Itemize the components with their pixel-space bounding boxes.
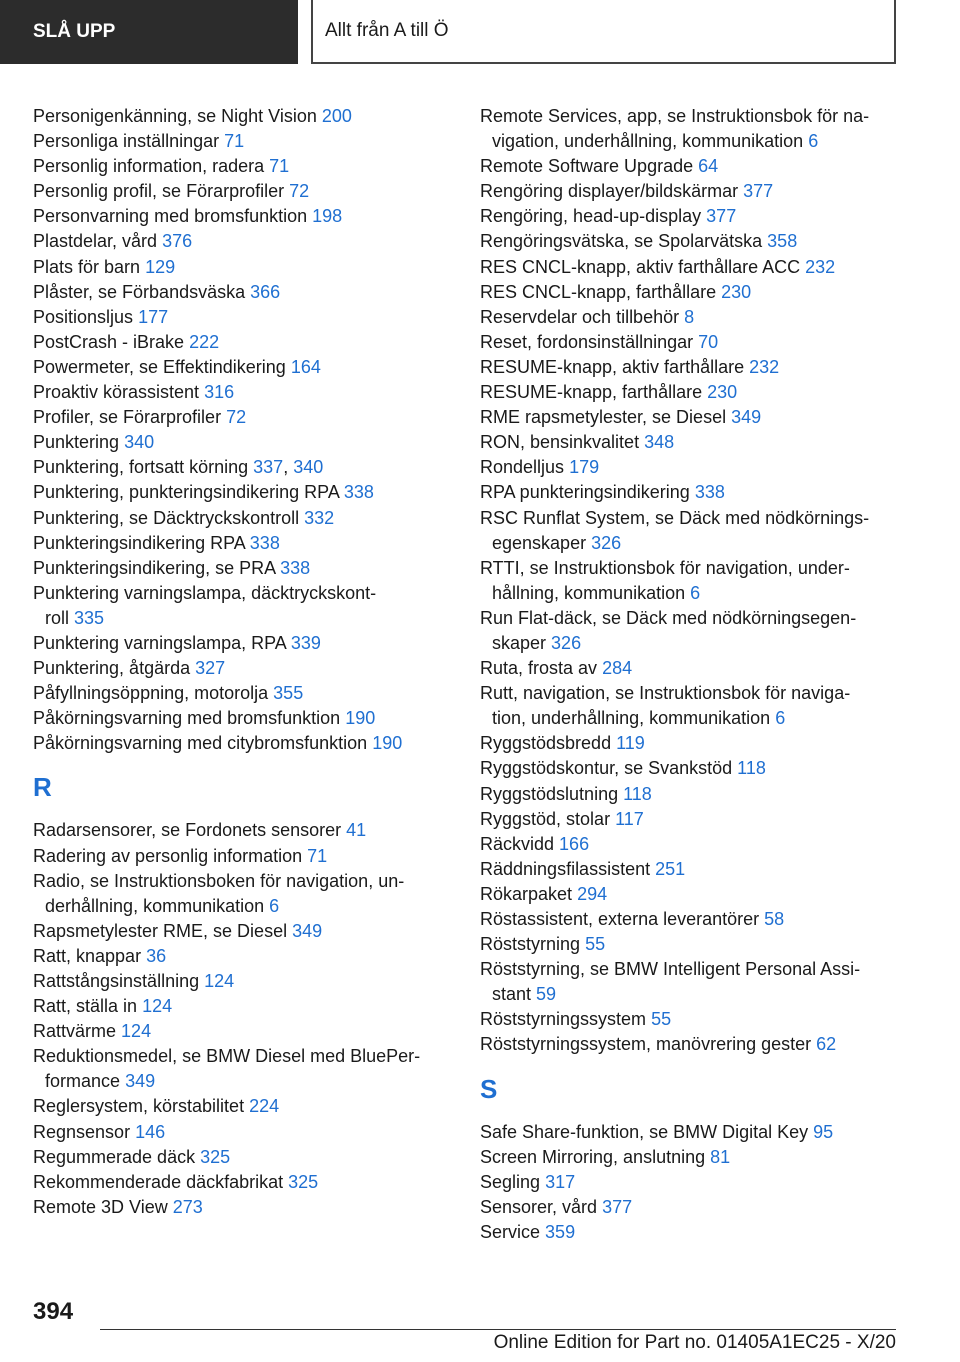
index-entry-text: Ryggstöd, stolar xyxy=(480,808,611,829)
page-reference-link[interactable]: 81 xyxy=(710,1146,731,1167)
index-entry-text: RTTI, se Instruktionsbok för navigation, under- xyxy=(480,557,850,578)
index-entry-text-continued: tion, underhållning, kommunikation xyxy=(492,708,771,729)
index-entry xyxy=(33,380,453,405)
page-reference-link[interactable]: 338 xyxy=(249,532,280,553)
index-entry xyxy=(480,1220,920,1245)
index-entry xyxy=(480,405,920,430)
index-entry-text-continued: egenskaper xyxy=(492,532,587,553)
index-entry xyxy=(33,204,453,229)
index-entry xyxy=(480,1170,920,1195)
index-entry xyxy=(480,179,920,204)
page-reference-link[interactable]: 124 xyxy=(142,996,173,1017)
index-entry-text: Ruta, frosta av xyxy=(480,658,598,679)
section-tab-sla-upp[interactable] xyxy=(0,0,298,64)
page-reference-link[interactable]: 64 xyxy=(698,156,719,177)
index-entry xyxy=(33,581,453,631)
index-entry xyxy=(33,305,453,330)
page-reference-link[interactable]: 359 xyxy=(545,1221,576,1242)
index-entry xyxy=(480,154,920,179)
page-reference-link[interactable]: 338 xyxy=(280,557,311,578)
index-entry-text: Rengöring displayer/bildskärmar xyxy=(480,181,739,202)
index-entry-text: Punktering, åtgärda xyxy=(33,658,191,679)
index-entry xyxy=(480,731,920,756)
index-entry xyxy=(480,957,920,1007)
index-entry-text: Påkörningsvarning med bromsfunktion xyxy=(33,708,341,729)
index-entry xyxy=(480,656,920,681)
page-reference-link[interactable]: 316 xyxy=(204,382,235,403)
page-reference-link[interactable]: 6 xyxy=(690,582,701,603)
page-reference-link[interactable]: 72 xyxy=(226,407,247,428)
index-entry-text: Rekommenderade däckfabrikat xyxy=(33,1171,284,1192)
index-entry-text: Powermeter, se Effektindikering xyxy=(33,356,286,377)
page-reference-link[interactable]: 55 xyxy=(585,934,606,955)
page-reference-link[interactable]: 377 xyxy=(706,206,737,227)
page-reference-link[interactable]: 166 xyxy=(559,833,590,854)
index-entry-text: Regnsensor xyxy=(33,1121,131,1142)
index-entry-text: RESUME-knapp, farthållare xyxy=(480,382,703,403)
index-entry-text: Rapsmetylester RME, se Diesel xyxy=(33,920,288,941)
page-reference-link[interactable]: 190 xyxy=(345,708,376,729)
index-entry-text: Punktering varningslampa, däcktryckskont- xyxy=(33,582,377,603)
page-reference-link[interactable]: 377 xyxy=(602,1196,633,1217)
index-entry xyxy=(33,1019,453,1044)
page-reference-link[interactable]: 232 xyxy=(749,356,780,377)
page-reference-link[interactable]: 118 xyxy=(737,758,766,779)
index-entry-text: Reservdelar och tillbehör xyxy=(480,306,680,327)
index-entry xyxy=(480,305,920,330)
index-entry xyxy=(33,430,453,455)
index-letter-heading: S xyxy=(480,1073,498,1104)
page-reference-link[interactable]: 179 xyxy=(569,457,600,478)
index-entry-text: RES CNCL-knapp, farthållare xyxy=(480,281,717,302)
index-entry xyxy=(33,280,453,305)
index-entry-text: Safe Share-funktion, se BMW Digital Key xyxy=(480,1121,809,1142)
page-reference-link[interactable]: 36 xyxy=(146,945,167,966)
page-reference-link[interactable]: 200 xyxy=(321,106,352,126)
index-entry-text: Punktering, se Däcktryckskontroll xyxy=(33,507,300,528)
page-reference-link[interactable]: 177 xyxy=(138,306,169,327)
index-entry-text: Plåster, se Förbandsväska xyxy=(33,281,246,302)
index-entry-text: Rökarpaket xyxy=(480,883,573,904)
index-entry xyxy=(480,681,920,731)
index-entry-text: Punkteringsindikering RPA xyxy=(33,532,245,553)
page-reference-link[interactable]: 325 xyxy=(288,1171,319,1192)
index-entry xyxy=(33,179,453,204)
index-entry xyxy=(33,869,453,919)
index-entry-text: Ratt, knappar xyxy=(33,945,142,966)
page-reference-link[interactable]: 146 xyxy=(135,1121,166,1142)
index-entry xyxy=(480,1007,920,1032)
page-reference-link[interactable]: 355 xyxy=(273,683,304,704)
index-entry xyxy=(480,832,920,857)
index-entry-text: Personlig information, radera xyxy=(33,156,265,177)
index-entry xyxy=(33,229,453,254)
page-reference-link[interactable]: 6 xyxy=(269,895,280,916)
index-entry-text: Plats för barn xyxy=(33,256,141,277)
index-entry-text: Radering av personlig information xyxy=(33,845,303,866)
page-reference-link[interactable]: 70 xyxy=(698,331,719,352)
page-reference-link[interactable]: 232 xyxy=(805,256,836,277)
page-reference-link[interactable]: 124 xyxy=(204,971,235,991)
index-entry xyxy=(33,706,453,731)
page-header xyxy=(311,0,896,64)
page-reference-link[interactable]: 55 xyxy=(651,1009,672,1030)
section-tab-label: SLÅ UPP xyxy=(33,21,116,42)
page-reference-link[interactable]: 348 xyxy=(644,432,675,453)
index-entry xyxy=(480,807,920,832)
index-entry-text: Ratt, ställa in xyxy=(33,996,138,1017)
index-entry-text: Röstassistent, externa leverantörer xyxy=(480,909,760,929)
index-entry-text: Radio, se Instruktionsboken för navigation, un- xyxy=(33,870,405,891)
index-entry xyxy=(33,1170,453,1195)
index-entry: Punktering, fortsatt körning 337, 340 xyxy=(33,457,324,478)
index-entry-text: Profiler, se Förarprofiler xyxy=(33,407,222,428)
index-entry xyxy=(480,556,920,606)
index-entry-text: Punktering xyxy=(33,432,120,453)
index-entry-text: Remote 3D View xyxy=(33,1196,168,1217)
page-reference-link[interactable]: 366 xyxy=(250,281,281,302)
index-entry-text: Positionsljus xyxy=(33,306,134,327)
page-reference-link[interactable]: 332 xyxy=(304,507,335,528)
page-reference-link[interactable]: 198 xyxy=(312,206,343,227)
index-entry xyxy=(480,280,920,305)
page-reference-link[interactable]: 224 xyxy=(249,1096,280,1117)
page-number: 394 xyxy=(33,1298,74,1325)
index-entry xyxy=(480,932,920,957)
index-entry xyxy=(33,818,453,843)
index-entry xyxy=(33,506,453,531)
index-entry xyxy=(480,330,920,355)
index-entry xyxy=(480,380,920,405)
index-entry-text: Personlig profil, se Förarprofiler xyxy=(33,181,285,202)
index-entry-text: Rutt, navigation, se Instruktionsbok för naviga- xyxy=(480,683,851,704)
index-entry-text: Radarsensorer, se Fordonets sensorer xyxy=(33,820,342,841)
index-entry xyxy=(33,1094,453,1119)
index-entry-text: RESUME-knapp, aktiv farthållare xyxy=(480,356,745,377)
index-entry-text: Punktering varningslampa, RPA xyxy=(33,632,286,653)
page-reference-link[interactable]: 326 xyxy=(551,632,582,653)
index-entry-text: Räckvidd xyxy=(480,833,555,854)
index-entry xyxy=(33,556,453,581)
index-entry-text-continued: hållning, kommunikation xyxy=(492,582,686,603)
page-reference-link[interactable]: 358 xyxy=(767,231,798,252)
index-entry-text: PostCrash - iBrake xyxy=(33,331,185,352)
index-entry-text: Personvarning med bromsfunktion xyxy=(33,206,308,227)
index-entry-text: Segling xyxy=(480,1171,541,1192)
page-reference-link[interactable]: 377 xyxy=(743,181,774,202)
page-reference-link[interactable]: 164 xyxy=(290,356,321,377)
index-entry-text: Punktering, fortsatt körning xyxy=(33,457,249,478)
index-entry-text: RME rapsmetylester, se Diesel xyxy=(480,407,727,428)
footer-divider xyxy=(100,1329,896,1330)
index-entry-text: Personigenkänning, se Night Vision xyxy=(33,106,317,126)
index-entry-text: Rondelljus xyxy=(480,457,565,478)
page-title: Allt från A till Ö xyxy=(325,20,449,41)
index-entry xyxy=(33,1120,453,1145)
page-reference-link[interactable]: 325 xyxy=(200,1146,231,1167)
index-entry-text: Regummerade däck xyxy=(33,1146,196,1167)
page-reference-link[interactable]: 59 xyxy=(536,984,557,1005)
index-entry-text: Punkteringsindikering, se PRA xyxy=(33,557,276,578)
page-reference-link[interactable]: 6 xyxy=(808,131,819,152)
index-entry xyxy=(480,455,920,480)
page-reference-link[interactable]: 129 xyxy=(145,256,176,277)
index-entry xyxy=(33,355,453,380)
page-reference-link[interactable]: 6 xyxy=(775,708,786,729)
index-entry-text: Reset, fordonsinställningar xyxy=(480,331,694,352)
index-entry xyxy=(480,756,920,781)
index-entry xyxy=(33,154,453,179)
index-entry xyxy=(480,204,920,229)
index-entry-text: Service xyxy=(480,1221,541,1242)
index-entry xyxy=(33,129,453,154)
page-reference-link[interactable]: 340 xyxy=(124,432,155,453)
index-column-left xyxy=(33,104,453,1220)
index-entry-text-continued: skaper xyxy=(492,632,547,653)
index-entry-text: Påkörningsvarning med citybromsfunktion xyxy=(33,733,368,754)
page-reference-link[interactable]: 72 xyxy=(289,181,310,202)
index-entry xyxy=(480,104,920,154)
page-reference-link[interactable]: 251 xyxy=(655,858,686,879)
page-reference-link[interactable]: 119 xyxy=(616,733,645,754)
page-reference-link[interactable]: 230 xyxy=(721,281,752,302)
index-entry-text-continued: vigation, underhållning, kommunikation xyxy=(492,131,804,152)
index-entry-text: Ryggstödsbredd xyxy=(480,733,612,754)
index-entry-text: RSC Runflat System, se Däck med nödkörnings- xyxy=(480,507,870,528)
index-entry-text: RPA punkteringsindikering xyxy=(480,482,690,503)
index-entry xyxy=(33,919,453,944)
index-entry-text-continued: formance xyxy=(45,1071,121,1092)
page-reference-link[interactable]: 71 xyxy=(269,156,290,177)
index-entry xyxy=(33,405,453,430)
index-entry-text: Reglersystem, körstabilitet xyxy=(33,1096,245,1117)
page-reference-link[interactable]: 58 xyxy=(764,909,785,929)
page-reference-link[interactable]: 62 xyxy=(816,1034,837,1055)
index-entry-text: Röststyrningssystem, manövrering gester xyxy=(480,1034,812,1055)
page-reference-link[interactable]: 222 xyxy=(189,331,220,352)
page-reference-link[interactable]: 71 xyxy=(307,845,328,866)
index-entry xyxy=(33,1145,453,1170)
index-entry-text: Röststyrning, se BMW Intelligent Personal Assi- xyxy=(480,959,861,980)
index-entry xyxy=(33,480,453,505)
page-reference-link[interactable]: 284 xyxy=(602,658,633,679)
index-entry-text: Rattstångsinställning xyxy=(33,971,200,991)
index-entry-text: Plastdelar, vård xyxy=(33,231,158,252)
footer-edition-text: Online Edition for Part no. 01405A1EC25 - X/20 xyxy=(493,1332,896,1353)
page-reference-link[interactable]: 349 xyxy=(292,920,323,941)
index-entry xyxy=(33,731,453,756)
index-entry xyxy=(480,1195,920,1220)
page-reference-link[interactable]: 335 xyxy=(74,607,105,628)
index-entry-text: RES CNCL-knapp, aktiv farthållare ACC xyxy=(480,256,801,277)
page-reference-link[interactable]: 339 xyxy=(290,632,321,653)
index-entry xyxy=(480,782,920,807)
index-entry-text: RON, bensinkvalitet xyxy=(480,432,640,453)
index-entry-text: Ryggstödskontur, se Svankstöd xyxy=(480,758,733,779)
page-reference-link[interactable]: 8 xyxy=(684,306,695,327)
index-entry xyxy=(33,944,453,969)
index-entry-text-continued: stant xyxy=(492,984,532,1005)
index-entry xyxy=(33,1195,453,1220)
index-entry xyxy=(480,355,920,380)
index-entry-text: Reduktionsmedel, se BMW Diesel med BluePer- xyxy=(33,1046,421,1067)
page-reference-link[interactable]: 340 xyxy=(293,457,324,478)
page-reference-link[interactable]: 294 xyxy=(577,883,608,904)
index-entry xyxy=(480,255,920,280)
index-entry xyxy=(480,506,920,556)
index-entry-text: Screen Mirroring, anslutning xyxy=(480,1146,706,1167)
index-entry-text: Remote Software Upgrade xyxy=(480,156,694,177)
page-reference-link[interactable]: 338 xyxy=(343,482,374,503)
index-entry xyxy=(480,1145,920,1170)
page-reference-link[interactable]: 273 xyxy=(172,1196,203,1217)
index-entry xyxy=(33,631,453,656)
index-entry xyxy=(33,330,453,355)
index-entry xyxy=(33,969,453,994)
index-entry xyxy=(480,857,920,882)
index-letter-heading: R xyxy=(33,772,52,803)
page-reference-link[interactable]: 230 xyxy=(707,382,738,403)
page-reference-link[interactable]: 117 xyxy=(615,808,644,829)
index-entry xyxy=(33,681,453,706)
index-entry-text: Röststyrningssystem xyxy=(480,1009,647,1030)
page-reference-link[interactable]: 124 xyxy=(121,1021,152,1042)
index-entry xyxy=(480,882,920,907)
index-entry-text-continued: roll xyxy=(45,607,70,628)
index-entry xyxy=(480,606,920,656)
index-entry xyxy=(33,844,453,869)
index-entry xyxy=(480,907,920,932)
index-entry-text-continued: derhållning, kommunikation xyxy=(45,895,265,916)
index-entry-text: Räddningsfilassistent xyxy=(480,858,651,879)
index-entry xyxy=(480,229,920,254)
index-column-right xyxy=(480,104,920,1245)
page-reference-link[interactable]: 118 xyxy=(623,783,652,804)
index-entry-text: Påfyllningsöppning, motorolja xyxy=(33,683,269,704)
index-entry xyxy=(33,994,453,1019)
index-entry-text: Remote Services, app, se Instruktionsbok för na- xyxy=(480,106,870,126)
index-entry-text: Personliga inställningar xyxy=(33,131,220,152)
page-reference-link[interactable]: 317 xyxy=(545,1171,576,1192)
index-entry xyxy=(33,255,453,280)
index-entry xyxy=(480,1120,920,1145)
page-reference-link[interactable]: 337 xyxy=(253,457,284,478)
page-reference-link[interactable]: 326 xyxy=(591,532,622,553)
index-entry-text: Proaktiv körassistent xyxy=(33,382,200,403)
index-entry xyxy=(33,656,453,681)
index-entry xyxy=(480,480,920,505)
index-entry-text: Rattvärme xyxy=(33,1021,117,1042)
page-reference-link[interactable]: 349 xyxy=(125,1071,156,1092)
page-reference-link[interactable]: 349 xyxy=(731,407,762,428)
page-reference-link[interactable]: 376 xyxy=(162,231,193,252)
page-reference-link[interactable]: 190 xyxy=(372,733,403,754)
page-reference-link[interactable]: 338 xyxy=(694,482,725,503)
page-reference-link[interactable]: 95 xyxy=(813,1121,834,1142)
index-entry-text: Ryggstödslutning xyxy=(480,783,619,804)
index-entry-text: Sensorer, vård xyxy=(480,1196,598,1217)
index-entry-text: Run Flat-däck, se Däck med nödkörningsegen- xyxy=(480,607,857,628)
page-reference-link[interactable]: 327 xyxy=(195,658,226,679)
index-entry xyxy=(33,1044,453,1094)
index-entry xyxy=(480,1032,920,1057)
page-reference-link[interactable]: 71 xyxy=(224,131,245,152)
index-entry xyxy=(33,104,453,129)
index-entry-text: Röststyrning xyxy=(480,934,581,955)
index-entry xyxy=(33,531,453,556)
page-reference-link[interactable]: 41 xyxy=(346,820,367,841)
index-entry-text: Rengöring, head-up-display xyxy=(480,206,702,227)
index-entry-text: Punktering, punkteringsindikering RPA xyxy=(33,482,339,503)
index-entry-text: Rengöringsvätska, se Spolarvätska xyxy=(480,231,763,252)
index-entry xyxy=(480,430,920,455)
